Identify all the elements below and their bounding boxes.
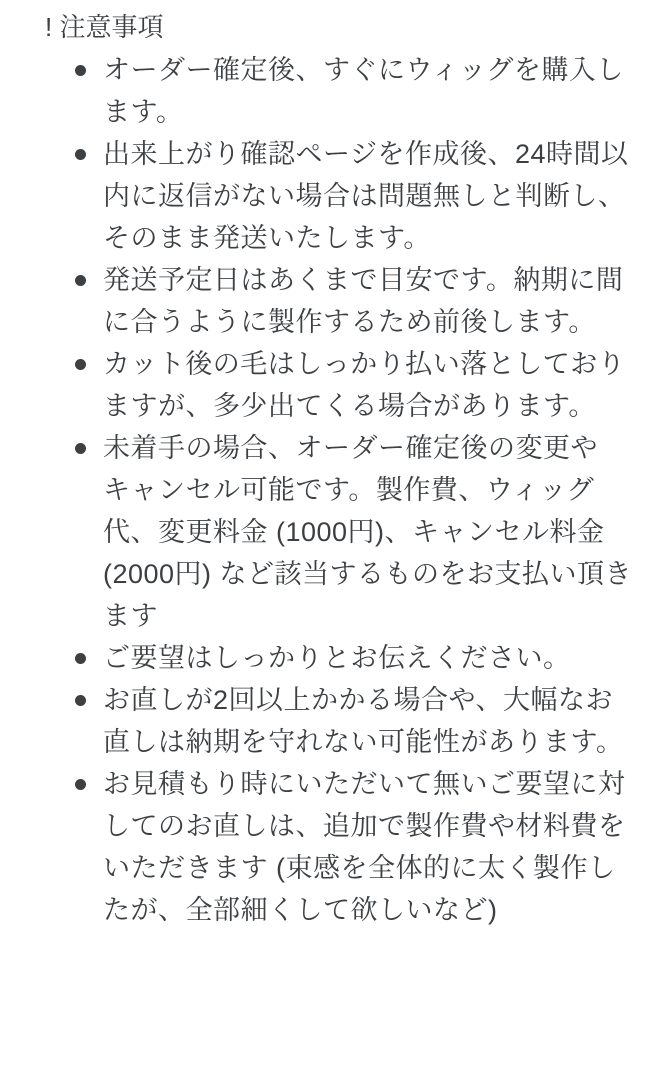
bullet-icon: [75, 149, 86, 160]
list-item: [45, 763, 633, 931]
bullet-icon: [75, 65, 86, 76]
page-title: ! 注意事項: [45, 12, 164, 42]
note-text: ご要望はしっかりとお伝えください。: [103, 643, 571, 673]
list-item: [45, 49, 633, 133]
bullet-icon: [75, 275, 86, 286]
bullet-icon: [75, 359, 86, 370]
note-text: カット後の毛はしっかり払い落としておりますが、多少出てくる場合があります。: [103, 349, 626, 421]
bullet-icon: [75, 653, 86, 664]
note-text: お直しが2回以上かかる場合や、大幅なお直しは納期を守れない可能性があります。: [103, 685, 624, 757]
list-item: [45, 343, 633, 427]
list-item: [45, 637, 633, 679]
bullet-icon: [75, 779, 86, 790]
list-item: [45, 133, 633, 259]
note-text: お見積もり時にいただいて無いご要望に対してのお直しは、追加で製作費や材料費をいただきます (束感を全体的に太く製作したが、全部細くして欲しいなど): [103, 769, 626, 925]
list-item: [45, 679, 633, 763]
list-item: [45, 259, 633, 343]
note-text: 発送予定日はあくまで目安です。納期に間に合うように製作するため前後します。: [103, 265, 624, 337]
note-text: 未着手の場合、オーダー確定後の変更やキャンセル可能です。製作費、ウィッグ代、変更料金 (1000円)、キャンセル料金 (2000円) など該当するものをお支払い頂きます: [103, 433, 633, 631]
bullet-icon: [75, 695, 86, 706]
list-item: [45, 427, 633, 637]
note-text: 出来上がり確認ページを作成後、24時間以内に返信がない場合は問題無しと判断し、そのまま発送いたします。: [103, 139, 629, 253]
note-text: オーダー確定後、すぐにウィッグを購入します。: [103, 55, 624, 127]
bullet-icon: [75, 443, 86, 454]
notes-list: [45, 49, 633, 931]
